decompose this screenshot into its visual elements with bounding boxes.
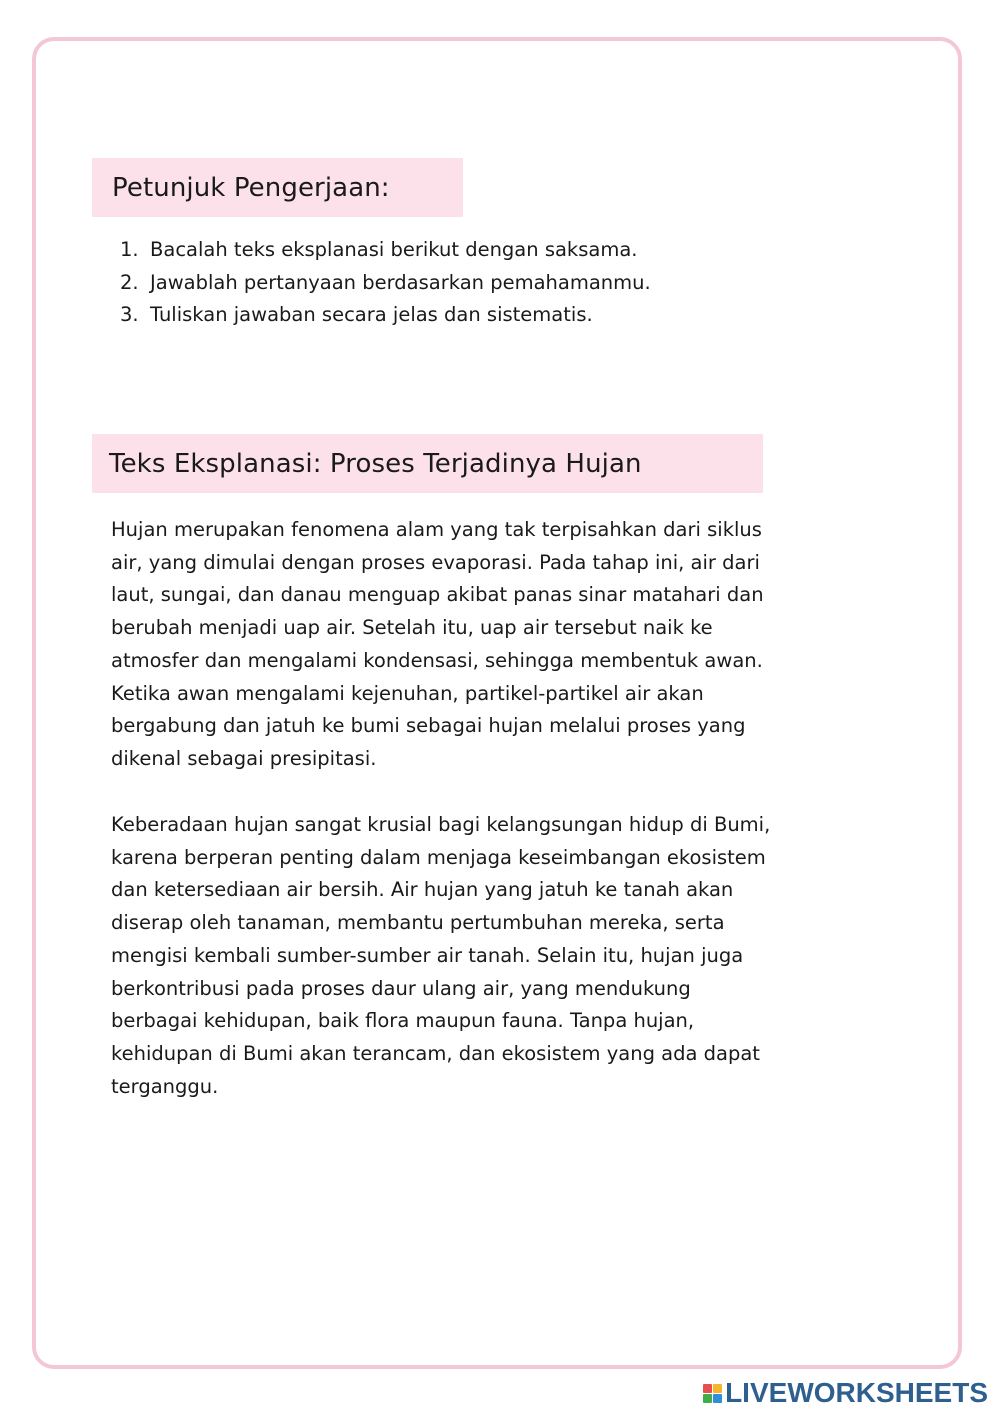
paragraph-line: dan ketersediaan air bersih. Air hujan yang jatuh ke tanah akan [111,878,734,902]
reading-heading: Teks Eksplanasi: Proses Terjadinya Hujan [109,448,642,479]
paragraph-line: kehidupan di Bumi akan terancam, dan ekosistem yang ada dapat [111,1041,760,1065]
step-number: 1. [120,238,139,261]
paragraph-line: Hujan merupakan fenomena alam yang tak terpisahkan dari siklus [111,518,762,541]
instructions-heading-box [92,158,463,217]
paragraph-line: berbagai kehidupan, baik flora maupun fauna. Tanpa hujan, [111,1009,695,1033]
paragraph-line: Ketika awan mengalami kejenuhan, partikel-partikel air akan [111,681,704,705]
step-text: Tuliskan jawaban secara jelas dan sistematis. [150,303,593,326]
reading-paragraph-1 [111,514,871,776]
paragraph-line: mengisi kembali sumber-sumber air tanah. Selain itu, hujan juga [111,943,744,967]
paragraph-line: berkontribusi pada proses daur ulang air, yang mendukung [111,976,691,1000]
step-text: Jawablah pertanyaan berdasarkan pemahamanmu. [150,270,651,294]
instructions-heading: Petunjuk Pengerjaan: [112,172,390,203]
paragraph-line: karena berperan penting dalam menjaga keseimbangan ekosistem [111,845,766,869]
step-number: 3. [120,303,139,326]
step-text: Bacalah teks eksplanasi berikut dengan saksama. [150,238,638,261]
watermark-text: LIVEWORKSHEETS [725,1377,988,1408]
paragraph-line: laut, sungai, dan danau menguap akibat panas sinar matahari dan [111,583,764,607]
liveworksheets-logo-icon [703,1384,722,1403]
liveworksheets-watermark [703,1377,988,1409]
paragraph-line: diserap oleh tanaman, membantu pertumbuhan mereka, serta [111,911,725,935]
paragraph-line: air, yang dimulai dengan proses evaporasi. Pada tahap ini, air dari [111,550,760,574]
paragraph-line: bergabung dan jatuh ke bumi sebagai hujan melalui proses yang [111,714,746,738]
instruction-step [120,299,651,332]
instructions-list [120,234,651,332]
paragraph-line: berubah menjadi uap air. Setelah itu, uap air tersebut naik ke [111,616,713,640]
paragraph-line: terganggu. [111,1074,219,1098]
reading-paragraph-2 [111,809,871,1103]
step-number: 2. [120,270,139,294]
paragraph-line: atmosfer dan mengalami kondensasi, sehingga membentuk awan. [111,648,763,672]
reading-heading-box [92,434,763,493]
paragraph-line: Keberadaan hujan sangat krusial bagi kelangsungan hidup di Bumi, [111,813,771,836]
instruction-step [120,234,651,267]
instruction-step [120,267,651,300]
paragraph-line: dikenal sebagai presipitasi. [111,746,377,770]
